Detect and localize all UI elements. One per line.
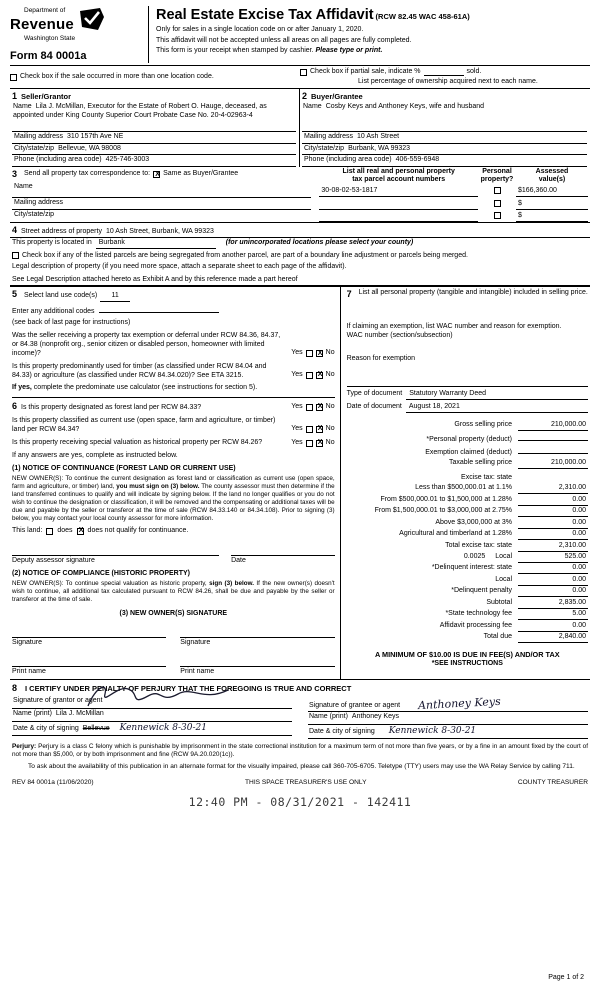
buyer-city-field[interactable] — [302, 144, 587, 156]
located-in-row — [10, 238, 590, 250]
tax-label: Agricultural and timberland at 1.28% — [399, 530, 512, 538]
s6-q2-yes-checkbox[interactable] — [306, 426, 313, 433]
s5-q2-no-label: No — [325, 370, 335, 378]
tax-label: *State technology fee — [445, 610, 512, 618]
tax-label: Affidavit processing fee — [439, 621, 512, 629]
parcel-number-field-2[interactable] — [319, 209, 478, 210]
print-name-label-1: Print name — [12, 667, 46, 675]
tax-value[interactable]: 2,840.00 — [518, 633, 588, 643]
perjury-bold: Perjury: — [12, 742, 37, 750]
seller-phone-field[interactable] — [12, 155, 296, 167]
s5-q2-yes-label: Yes — [291, 370, 303, 378]
located-in-label: This property is located in — [12, 239, 92, 247]
personal-property-checkbox-2[interactable] — [494, 200, 501, 207]
tax-row-subtotal — [347, 599, 588, 609]
send-correspondence-label: Send all property tax correspondence to: — [24, 170, 151, 178]
correspondence-name-field[interactable] — [12, 182, 311, 198]
subtitle-3-text: This form is your receipt when stamped by cashier. — [156, 46, 316, 54]
type-of-document-value: Statutory Warranty Deed — [406, 390, 588, 400]
deputy-assessor-label: Deputy assessor signature — [12, 556, 95, 564]
tax-value[interactable]: 0.00 — [518, 622, 588, 632]
grantor-date-label: Date & city of signing — [13, 725, 79, 733]
s6-q1-yes-checkbox[interactable] — [306, 404, 313, 411]
s5-q1-yes-label: Yes — [291, 349, 303, 357]
tax-label: Total excise tax: state — [445, 541, 512, 549]
notice-2-title: (2) NOTICE OF COMPLIANCE (HISTORIC PROPERTY) — [12, 569, 190, 577]
see-back-note: (see back of last page for instructions) — [12, 319, 131, 327]
form-title: Real Estate Excise Tax Affidavit — [156, 7, 374, 23]
section-1-seller — [10, 89, 300, 167]
tax-row-agricultural — [347, 530, 588, 540]
s6-q3-yes-label: Yes — [291, 438, 303, 446]
buyer-mailing-field[interactable] — [302, 132, 587, 144]
assessed-value-field-3[interactable]: $ — [516, 212, 588, 222]
tax-label: Subtotal — [486, 598, 512, 606]
subtitle-2: This affidavit will not be accepted unless all areas on all pages are fully completed. — [156, 36, 412, 44]
land-does-checkbox[interactable] — [46, 528, 53, 535]
section-4-number: 4 — [12, 225, 18, 236]
new-owner-signature-line-1[interactable] — [12, 629, 166, 638]
partial-sale-checkbox[interactable] — [300, 69, 307, 76]
correspondence-city-label: City/state/zip — [14, 210, 55, 218]
grantee-name-value: Anthoney Keys — [351, 713, 399, 721]
county-treasurer-label: COUNTY TREASURER — [517, 778, 588, 786]
grantor-signing-column — [12, 696, 292, 739]
grantor-name-field[interactable] — [12, 709, 292, 722]
top-checkbox-row — [10, 66, 590, 89]
section-2-number: 2 — [302, 90, 308, 101]
segregated-row — [10, 250, 590, 262]
alternate-format-note: To ask about the availability of this publication in an alternate format for the visually impaired, please call 360-705-6705. Teletype (TTY) users may use the WA Relay Service by calling 711. — [28, 763, 575, 771]
document-block — [347, 386, 588, 416]
assessed-value-column-header: Assessed value(s) — [535, 167, 569, 183]
grantor-signature-field[interactable] — [12, 696, 292, 709]
personal-property-checkbox-1[interactable] — [494, 187, 501, 194]
street-address-value: 10 Ash Street, Burbank, WA 99323 — [105, 228, 214, 236]
personal-property-checkbox-3[interactable] — [494, 212, 501, 219]
grantor-date-field[interactable] — [12, 722, 292, 736]
tax-value[interactable]: 0.00 — [518, 507, 588, 517]
s6-q3-text: Is this property receiving special valuation as historical property per RCW 84.26? — [12, 438, 263, 446]
parcel-table — [317, 167, 590, 223]
notice-1-title: (1) NOTICE OF CONTINUANCE (FOREST LAND OR CURRENT USE) — [12, 464, 236, 472]
tax-row-delinquent-interest-state — [347, 564, 588, 574]
correspondence-mailing-field[interactable] — [12, 198, 311, 210]
correspondence-name-label: Name — [14, 183, 33, 191]
seller-name-field[interactable] — [12, 103, 296, 132]
section-5-6-column — [10, 287, 341, 678]
deputy-assessor-row — [12, 547, 335, 566]
s6-question-3 — [12, 439, 335, 449]
if-yes-note — [12, 384, 335, 393]
tax-row-gross — [347, 421, 588, 431]
section-6 — [12, 397, 335, 677]
section-8 — [10, 680, 590, 739]
form-title-rcw: (RCW 82.45 WAC 458-61A) — [375, 12, 470, 21]
new-owner-printname-line-1[interactable] — [12, 658, 166, 667]
s6-q2-no-label: No — [325, 424, 335, 432]
if-any-note: If any answers are yes, complete as instructed below. — [12, 451, 178, 459]
buyer-phone-label: Phone (including area code) — [304, 156, 392, 164]
buyer-city-label: City/state/zip — [304, 144, 345, 152]
tax-value[interactable]: 210,000.00 — [518, 459, 588, 469]
land-does-not-label: does not qualify for continuance. — [87, 526, 189, 534]
grantee-signature-field[interactable] — [308, 696, 588, 712]
buyer-phone-value: 406-559-6948 — [395, 156, 440, 164]
subtitle-3 — [156, 47, 590, 56]
land-does-not-checkbox[interactable] — [77, 528, 84, 535]
multi-location-label: Check box if the sale occurred in more than one location code. — [20, 72, 214, 80]
new-owner-printname-line-2[interactable] — [180, 658, 334, 667]
s6-q2-no-checkbox[interactable] — [316, 426, 323, 433]
tax-label: Excise tax: state — [461, 473, 512, 481]
tax-value[interactable]: 0.00 — [518, 519, 588, 529]
s6-q1-no-checkbox[interactable] — [316, 404, 323, 411]
washington-state-label: Washington State — [24, 34, 76, 42]
tax-value[interactable]: 0.00 — [518, 587, 588, 597]
logo-block — [10, 6, 148, 63]
s6-q1-no-label: No — [325, 402, 335, 410]
deputy-date-line[interactable] — [231, 547, 335, 556]
assessed-value-field-2[interactable]: $ — [516, 200, 588, 210]
personal-property-blank-area[interactable] — [347, 301, 588, 323]
tax-label: *Personal property (deduct) — [426, 435, 512, 443]
tax-row-total-state — [347, 542, 588, 552]
segregated-checkbox[interactable] — [12, 252, 19, 259]
seller-city-label: City/state/zip — [14, 144, 55, 152]
s5-q1-yes-checkbox[interactable] — [306, 350, 313, 357]
section-8-number: 8 — [12, 682, 18, 693]
s5-question-2 — [12, 363, 335, 381]
correspondence-mailing-label: Mailing address — [14, 199, 64, 207]
type-of-document-field[interactable] — [347, 390, 588, 400]
notice-2-bold: sign (3) below. — [209, 579, 254, 587]
section-4 — [10, 223, 590, 287]
if-yes-bold: If yes, — [12, 383, 32, 391]
partial-sale-sold-label: sold. — [466, 67, 482, 75]
grantor-name-label: Name (print) — [13, 710, 52, 718]
seller-phone-value: 425-746-3003 — [105, 156, 150, 164]
perjury-paragraph — [10, 743, 590, 759]
tax-value[interactable]: 0.00 — [518, 496, 588, 506]
grantee-name-label: Name (print) — [309, 713, 348, 721]
tax-row-total-due — [347, 633, 588, 643]
tax-row-tier4 — [347, 519, 588, 529]
treasurer-row — [10, 779, 590, 787]
segregated-label: Check box if any of the listed parcels are being segregated from another parcel, are part of a boundary line adjustment or parcels being merged. — [22, 251, 468, 259]
exemption-line-1: If claiming an exemption, list WAC number and reason for exemption. — [346, 322, 562, 330]
see-instructions-note: *SEE INSTRUCTIONS — [431, 659, 503, 667]
main-columns — [10, 287, 590, 679]
tax-value[interactable]: 2,835.00 — [518, 599, 588, 609]
form-number: Form 84 0001a — [10, 49, 87, 62]
parcel-row-3 — [319, 210, 588, 223]
same-as-buyer-label: Same as Buyer/Grantee — [163, 170, 239, 178]
reason-blank-area[interactable] — [347, 364, 588, 382]
tax-value[interactable]: 0.00 — [518, 576, 588, 586]
if-yes-rest: complete the predominate use calculator (see instructions for section 5). — [31, 383, 258, 391]
wac-number-blank-area[interactable] — [347, 341, 588, 355]
seller-mailing-value: 310 157th Ave NE — [67, 133, 124, 141]
tax-label: Local — [495, 575, 512, 583]
local-rate: 0.0025 — [463, 553, 486, 561]
tax-label: Less than $500,000.01 at 1.1% — [415, 484, 512, 492]
buyer-grantee-title: Buyer/Grantee — [311, 91, 363, 101]
additional-codes-field[interactable] — [99, 305, 219, 313]
seller-city-field[interactable] — [12, 144, 296, 156]
signature-label-1: Signature — [12, 638, 42, 646]
logo-text — [10, 7, 75, 43]
tax-row-tier3 — [347, 507, 588, 517]
land-use-label: Select land use code(s) — [24, 292, 98, 300]
land-qualify-row — [12, 527, 335, 536]
correspondence-city-field[interactable] — [12, 210, 311, 222]
print-name-label-2: Print name — [180, 667, 215, 675]
section-7-number: 7 — [346, 289, 352, 300]
new-owner-signature-title: (3) NEW OWNER(S) SIGNATURE — [119, 609, 228, 617]
s5-q1-text: Was the seller receiving a property tax exemption or deferral under RCW 84.36, 84.37, or 84.38 (nonprofit org., senior citizen or disabled person, homeowner with limited income)? — [12, 332, 281, 358]
tax-value[interactable]: 0.00 — [518, 564, 588, 574]
located-in-value[interactable]: Burbank — [96, 239, 216, 249]
tax-row-personal-deduct — [347, 433, 588, 445]
s6-q2-yes-label: Yes — [291, 424, 303, 432]
subtitle-1: Only for sales in a single location code on or after January 1, 2020. — [156, 26, 364, 34]
legal-description-label: Legal description of property (if you need more space, attach a separate sheet to each page of the affidavit). — [12, 262, 347, 270]
tax-label: Local — [495, 553, 512, 561]
unincorporated-note: (for unincorporated locations please select your county) — [225, 239, 414, 247]
parcel-number-field-3[interactable] — [319, 221, 478, 222]
buyer-name-value: Cosby Keys and Anthoney Keys, wife and husband — [325, 103, 485, 111]
tax-label: Above $3,000,000 at 3% — [435, 518, 512, 526]
buyer-phone-field[interactable] — [302, 155, 587, 167]
s6-q3-no-checkbox[interactable] — [316, 440, 323, 447]
notice-2-p1: NEW OWNER(S): To continue special valuation as historic property, — [12, 579, 210, 587]
title-block — [148, 6, 590, 63]
this-land-label: This land: — [12, 526, 43, 534]
multi-location-checkbox[interactable] — [10, 74, 17, 81]
s6-q3-no-label: No — [325, 438, 335, 446]
land-does-label: does — [57, 526, 73, 534]
grantor-name-value: Lila J. McMillan — [55, 710, 104, 718]
certify-statement: I CERTIFY UNDER PENALTY OF PERJURY THAT THE FOREGOING IS TRUE AND CORRECT — [25, 683, 352, 693]
new-owner-printname-row — [12, 658, 335, 677]
rev-form-id: REV 84 0001a (11/06/2020) — [12, 778, 94, 786]
signature-label-2: Signature — [180, 638, 211, 646]
reason-for-exemption-label: Reason for exemption — [346, 354, 416, 362]
date-of-document-label: Date of document — [346, 402, 402, 410]
buyer-name-field[interactable] — [302, 103, 587, 132]
seller-phone-label: Phone (including area code) — [14, 156, 102, 164]
s6-question-2 — [12, 417, 335, 435]
s5-q1-no-checkbox[interactable] — [316, 350, 323, 357]
street-address-label: Street address of property — [21, 228, 102, 236]
date-of-document-value: August 18, 2021 — [406, 403, 588, 413]
section-6-number: 6 — [12, 400, 18, 411]
date-of-document-field[interactable] — [347, 403, 588, 413]
s5-q2-text: Is this property predominantly used for timber (as classified under RCW 84.04 and 84.33) or agriculture (as classified under RCW 84.34.020)? See ETA 3215. — [12, 362, 267, 379]
buyer-mailing-value: 10 Ash Street — [357, 133, 400, 141]
section-2-buyer — [300, 89, 590, 167]
section-3-number: 3 — [12, 168, 18, 179]
buyer-city-value: Burbank, WA 99323 — [348, 144, 411, 152]
tax-value[interactable]: 210,000.00 — [518, 421, 588, 431]
s5-question-1 — [12, 332, 335, 359]
grantee-signing-column — [308, 696, 588, 739]
partial-sale-label: Check box if partial sale, indicate % — [310, 67, 421, 75]
notice-1-paragraph — [12, 475, 335, 523]
seller-mailing-field[interactable] — [12, 132, 296, 144]
tax-label: Taxable selling price — [448, 459, 512, 467]
tax-value — [518, 471, 588, 479]
grantor-signature-label: Signature of grantor or agent — [13, 697, 103, 705]
tax-label: Total due — [483, 633, 512, 641]
tax-label: *Delinquent penalty — [451, 587, 512, 595]
notice-2-paragraph — [12, 580, 335, 604]
dept-of-label: Department of — [24, 7, 66, 14]
revenue-wordmark: Revenue — [10, 16, 74, 34]
notice-2-p2: If the new owner(s) doesn't wish to continue, all additional tax calculated pursuant to RCW 84.26, shall be due and payable by the seller or transferor at the time of sale. — [12, 579, 335, 603]
seller-mailing-label: Mailing address — [14, 133, 64, 141]
grantee-name-field[interactable] — [308, 712, 588, 725]
minimum-due-note: A MINIMUM OF $10.00 IS DUE IN FEE(S) AND/OR TAX — [374, 649, 560, 659]
street-address-field[interactable] — [10, 224, 590, 238]
assessed-value-field-1[interactable]: $166,360.00 — [516, 187, 588, 197]
additional-codes-label: Enter any additional codes — [12, 308, 95, 316]
tax-row-tier2 — [347, 496, 588, 506]
tax-computation — [347, 420, 588, 645]
new-owner-signature-line-2[interactable] — [180, 629, 334, 638]
s6-q3-yes-checkbox[interactable] — [306, 440, 313, 447]
s6-question-1 — [12, 401, 335, 413]
tax-label: *Delinquent interest: state — [431, 564, 512, 572]
tax-label: Gross selling price — [454, 421, 512, 429]
deputy-date-label: Date — [231, 556, 246, 564]
tax-row-delinquent-interest-local — [347, 576, 588, 586]
revenue-check-logo-icon — [79, 7, 105, 35]
ownership-note: List percentage of ownership acquired next to each name. — [358, 77, 538, 85]
tax-row-excise-state-header — [347, 471, 588, 483]
s6-q1-text: Is this property designated as forest land per RCW 84.33? — [21, 403, 202, 411]
tax-value[interactable]: 525.00 — [518, 553, 588, 563]
deputy-assessor-signature-line[interactable] — [12, 547, 219, 556]
parties-section — [10, 89, 590, 167]
tax-label: From $500,000.01 to $1,500,000 at 1.28% — [380, 495, 512, 503]
form-header — [10, 6, 590, 66]
legal-description-field[interactable] — [10, 275, 590, 287]
seller-name-label: Name — [13, 103, 32, 111]
section-3 — [10, 167, 590, 224]
notice-1-bold: you must sign on (3) below. — [116, 482, 200, 490]
type-of-document-label: Type of document — [346, 389, 403, 397]
tax-value[interactable]: 2,310.00 — [518, 542, 588, 552]
section-1-number: 1 — [12, 90, 18, 101]
tax-label: Exemption claimed (deduct) — [425, 448, 512, 456]
grantor-city-struck: Bellevue — [82, 725, 110, 733]
s5-q2-yes-checkbox[interactable] — [306, 372, 313, 379]
cashier-stamp: 12:40 PM - 08/31/2021 - 142411 — [188, 795, 412, 810]
partial-sale-percent-input[interactable] — [424, 68, 464, 76]
tax-value[interactable]: 0.00 — [518, 530, 588, 540]
section-7-tax-column — [341, 287, 590, 678]
s6-q1-yes-label: Yes — [291, 402, 303, 410]
grantor-date-handwritten: Kennewick 8-30-21 — [119, 723, 208, 734]
personal-property-intro: List all personal property (tangible and intangible) included in selling price. — [358, 289, 588, 297]
tax-row-tech-fee — [347, 610, 588, 620]
type-or-print-note: Please type or print. — [315, 46, 383, 54]
exemption-line-2: WAC number (section/subsection) — [346, 331, 453, 339]
tax-row-tier1 — [347, 484, 588, 494]
page-number: Page 1 of 2 — [548, 974, 584, 982]
s5-q2-no-checkbox[interactable] — [316, 372, 323, 379]
parcel-row-2 — [319, 197, 588, 210]
tax-row-delinquent-penalty — [347, 587, 588, 597]
grantee-signature-handwritten: Anthoney Keys — [417, 695, 502, 713]
seller-grantor-title: Seller/Grantor — [21, 91, 72, 101]
grantee-signature-label: Signature of grantee or agent — [309, 702, 401, 710]
s6-q2-text: Is this property classified as current use (open space, farm and agriculture, or timber) land per RCW 84.34? — [12, 416, 276, 433]
parcel-row-1 — [319, 185, 588, 198]
treasurer-space-label: THIS SPACE TREASURER'S USE ONLY — [245, 778, 367, 786]
land-use-code-field[interactable]: 11 — [100, 292, 130, 302]
tax-label: From $1,500,000.01 to $3,000,000 at 2.75% — [374, 507, 512, 515]
tax-row-taxable — [347, 459, 588, 469]
section-5-number: 5 — [12, 289, 18, 300]
grantee-date-handwritten: Kennewick 8-30-21 — [388, 726, 477, 737]
notice-1-p1: NEW OWNER(S): To continue the current designation as forest land or classification as current use (open space, farm and agriculture, or timber) land, — [12, 474, 335, 490]
tax-row-processing-fee — [347, 622, 588, 632]
tax-row-exemption-deduct — [347, 446, 588, 458]
tax-value[interactable] — [518, 446, 588, 454]
parcel-number-field[interactable]: 30-08-02-53-1817 — [319, 187, 478, 197]
notice-1-p2: The county assessor must then determine if the land transferred continues to qualify and will indicate by signing below. If the land no longer qualifies or you do not wish to continue the designation or classification, it will be removed and the compensating or additional taxes will be due and payable by the seller or transferor at the time of sale (RCW 84.33.140 or 84.34.108). Prior to signing (3) below, you may contact your local county assessor for more information. — [12, 482, 335, 522]
grantee-date-label: Date & city of signing — [309, 728, 375, 736]
grantee-date-field[interactable] — [308, 725, 588, 739]
s5-q1-no-label: No — [325, 349, 335, 357]
legal-description-value: See Legal Description attached hereto as Exhibit A and by this reference made a part hereof — [12, 275, 298, 283]
tax-row-local — [347, 553, 588, 563]
new-owner-signature-row — [12, 629, 335, 648]
buyer-name-label: Name — [303, 103, 322, 111]
same-as-buyer-checkbox[interactable] — [153, 171, 160, 178]
tax-value[interactable]: 5.00 — [518, 610, 588, 620]
tax-value[interactable] — [518, 433, 588, 441]
parcel-column-header: List all real and personal property tax parcel account numbers — [342, 167, 455, 183]
perjury-text: Perjury is a class C felony which is punishable by imprisonment in the state correctional institution for a maximum term of not more than five years, or by a fine in an amount fixed by the court of not more than $5,000, or by both imprisonment and fine (RCW 9A.20.020(1c)). — [12, 742, 588, 758]
personal-property-column-header: Personal property? — [480, 167, 514, 183]
seller-city-value: Bellevue, WA 98008 — [58, 144, 121, 152]
seller-name-value: Lila J. McMillan, Executor for the Estate of Robert O. Hauge, deceased, as appointed under King County Superior Court Probate Case No. 20-4-02963-4 — [13, 103, 267, 120]
buyer-mailing-label: Mailing address — [304, 133, 354, 141]
tax-value[interactable]: 2,310.00 — [518, 484, 588, 494]
